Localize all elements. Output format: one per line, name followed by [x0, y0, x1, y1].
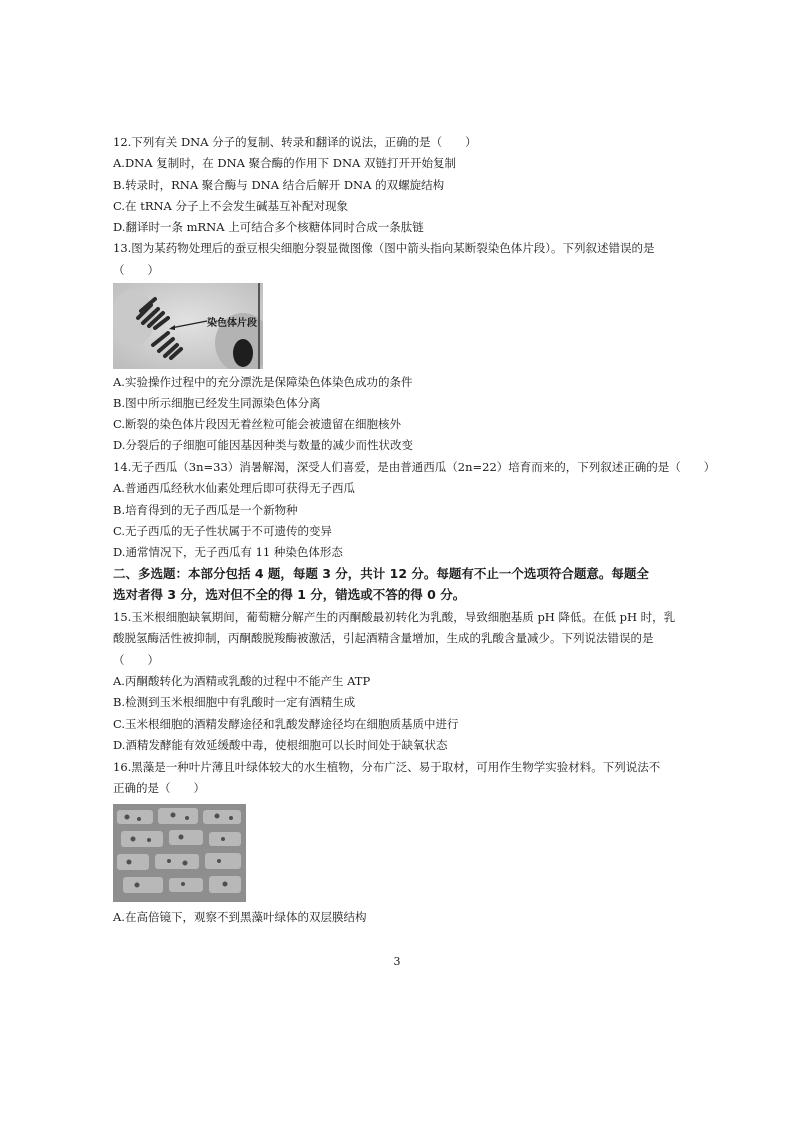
- question-13-option-d: D.分裂后的子细胞可能因基因种类与数量的减少而性状改变: [113, 438, 413, 452]
- question-15-option-d: D.酒精发酵能有效延缓酸中毒，使根细胞可以长时间处于缺氧状态: [113, 738, 448, 752]
- question-14-option-d: D.通常情况下，无子西瓜有 11 种染色体形态: [113, 545, 343, 559]
- figure-label-chromosome-fragment: 染色体片段: [207, 318, 257, 329]
- page-number: 3: [393, 955, 401, 968]
- question-12-option-b: B.转录时，RNA 聚合酶与 DNA 结合后解开 DNA 的双螺旋结构: [113, 178, 445, 192]
- question-14-option-a: A.普通西瓜经秋水仙素处理后即可获得无子西瓜: [113, 481, 355, 495]
- question-16-stem-cont: 正确的是（ ）: [113, 781, 205, 795]
- question-13-option-b: B.图中所示细胞已经发生同源染色体分离: [113, 396, 321, 410]
- question-12-stem: 12.下列有关 DNA 分子的复制、转录和翻译的说法，正确的是（ ）: [113, 135, 477, 149]
- question-16-option-a: A.在高倍镜下，观察不到黑藻叶绿体的双层膜结构: [113, 910, 367, 924]
- question-13-option-a: A.实验操作过程中的充分漂洗是保障染色体染色成功的条件: [113, 375, 413, 389]
- elodea-leaf-micrograph: [113, 804, 246, 902]
- question-12-option-c: C.在 tRNA 分子上不会发生碱基互补配对现象: [113, 199, 349, 213]
- question-15-stem: 15.玉米根细胞缺氧期间，葡萄糖分解产生的丙酮酸最初转化为乳酸，导致细胞基质 pH 降低。在低 pH 时，乳: [113, 610, 676, 624]
- section-2-heading-cont: 选对者得 3 分，选对但不全的得 1 分，错选或不答的得 0 分。: [113, 587, 466, 602]
- question-14-stem: 14.无子西瓜（3n=33）消暑解渴，深受人们喜爱，是由普通西瓜（2n=22）培育而来的，下列叙述正确的是（ ）: [113, 460, 716, 474]
- question-16-stem: 16.黑藻是一种叶片薄且叶绿体较大的水生植物，分布广泛、易于取材，可用作生物学实验材料。下列说法不: [113, 760, 661, 774]
- question-13-option-c: C.断裂的染色体片段因无着丝粒可能会被遗留在细胞核外: [113, 417, 402, 431]
- question-15-option-c: C.玉米根细胞的酒精发酵途径和乳酸发酵途径均在细胞质基质中进行: [113, 717, 459, 731]
- section-2-heading: 二、多选题：本部分包括 4 题，每题 3 分，共计 12 分。每题有不止一个选项符合题意。每题全: [113, 566, 649, 581]
- question-12-option-d: D.翻译时一条 mRNA 上可结合多个核糖体同时合成一条肽链: [113, 220, 424, 234]
- question-14-option-b: B.培育得到的无子西瓜是一个新物种: [113, 503, 298, 517]
- question-13-stem-bracket: （ ）: [113, 263, 159, 277]
- question-15-option-a: A.丙酮酸转化为酒精或乳酸的过程中不能产生 ATP: [113, 674, 371, 688]
- question-13-stem: 13.图为某药物处理后的蚕豆根尖细胞分裂显微图像（图中箭头指向某断裂染色体片段）。下列叙述错误的是: [113, 241, 655, 255]
- question-15-stem-bracket: （ ）: [113, 653, 159, 667]
- root-tip-micrograph: [113, 283, 263, 369]
- question-15-option-b: B.检测到玉米根细胞中有乳酸时一定有酒精生成: [113, 695, 356, 709]
- question-14-option-c: C.无子西瓜的无子性状属于不可遗传的变异: [113, 524, 333, 538]
- question-12-option-a: A.DNA 复制时，在 DNA 聚合酶的作用下 DNA 双链打开开始复制: [113, 156, 456, 170]
- question-15-stem-cont: 酸脱氢酶活性被抑制，丙酮酸脱羧酶被激活，引起酒精含量增加，生成的乳酸含量减少。下列说法错误的是: [113, 631, 654, 645]
